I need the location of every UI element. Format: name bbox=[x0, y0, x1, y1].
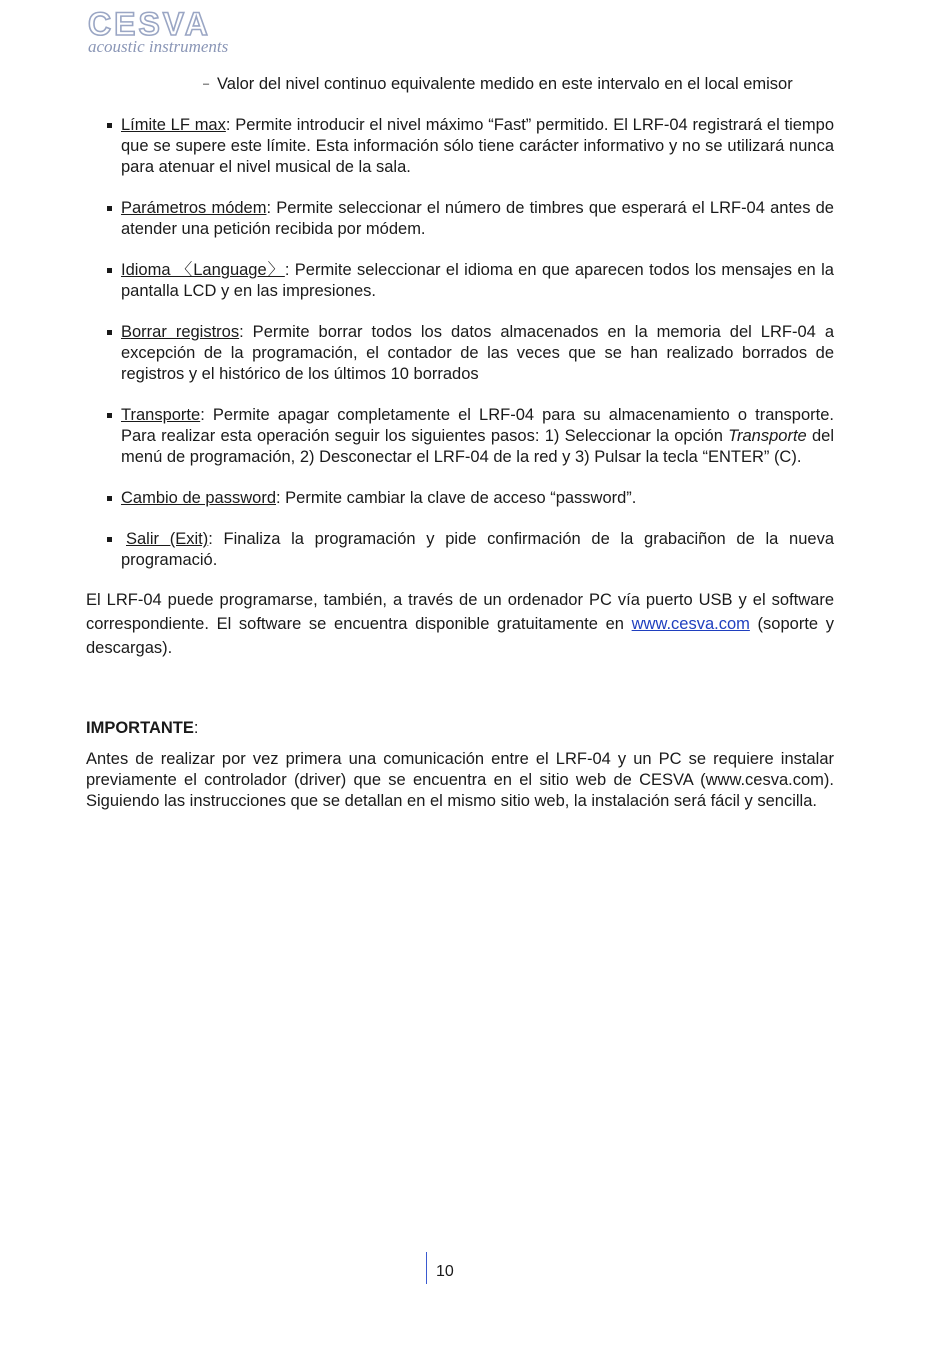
usb-programming-paragraph bbox=[86, 588, 834, 660]
list-item-term: Transporte bbox=[121, 406, 201, 424]
list-item-borrar-registros bbox=[121, 322, 834, 385]
list-item-parametros-modem bbox=[121, 198, 834, 240]
list-item-text: : Permite apagar completamente el LRF-04 para su almacenamiento o transporte. Para realizar esta operación seguir los siguientes pasos: 1) Seleccionar la opción bbox=[121, 406, 834, 445]
page-number: 10 bbox=[426, 1252, 454, 1284]
list-item-salir bbox=[121, 529, 834, 571]
paragraph-text: El LRF-04 puede programarse, también, a través de un ordenador PC vía puerto USB y el software correspondiente. El software se encuentra disponible gratuitamente en bbox=[86, 591, 834, 633]
square-bullet-icon bbox=[107, 330, 112, 335]
list-item-text: : Permite borrar todos los datos almacenados en la memoria del LRF-04 a excepción de la programación, el contador de las veces que se han realizado borrados de registros y el histórico de los últimos 10 borrados bbox=[121, 323, 834, 383]
square-bullet-icon bbox=[107, 123, 112, 128]
square-bullet-icon bbox=[107, 537, 112, 542]
page-body bbox=[86, 74, 834, 812]
list-item-transporte bbox=[121, 405, 834, 468]
list-item-term: Límite LF max bbox=[121, 116, 226, 134]
square-bullet-icon bbox=[107, 496, 112, 501]
list-item-text: : Permite cambiar la clave de acceso “password”. bbox=[276, 489, 637, 507]
square-bullet-icon bbox=[107, 413, 112, 418]
list-item-term: Idioma 〈Language〉 bbox=[121, 261, 285, 279]
logo-wordmark: CESVA bbox=[88, 6, 211, 42]
list-item-text: : Permite seleccionar el número de timbres que esperará el LRF-04 antes de atender una petición recibida por módem. bbox=[121, 199, 834, 238]
paragraph-text-end: (soporte y descargas). bbox=[86, 615, 834, 657]
list-item-text: : Permite seleccionar el idioma en que aparecen todos los mensajes en la pantalla LCD y en las impresiones. bbox=[121, 261, 834, 300]
sub-list-item bbox=[203, 74, 834, 95]
list-item-limite-lf-max bbox=[121, 115, 834, 178]
sub-list-item-text: Valor del nivel continuo equivalente medido en este intervalo en el local emisor bbox=[217, 75, 793, 93]
list-item-term: Borrar registros bbox=[121, 323, 240, 341]
list-item-italic-term: Transporte bbox=[728, 427, 807, 445]
list-item-idioma bbox=[121, 260, 834, 302]
square-bullet-icon bbox=[107, 206, 112, 211]
dash-bullet-icon: – bbox=[203, 78, 210, 90]
important-paragraph: Antes de realizar por vez primera una comunicación entre el LRF-04 y un PC se requiere instalar previamente el controlador (driver) que se encuentra en el sitio web de CESVA (www.cesva.com). Siguiendo las instrucciones que se detallan en el mismo sitio web, la instalación será fácil y sencilla. bbox=[86, 750, 834, 810]
list-item-term: Salir (Exit) bbox=[126, 530, 209, 548]
important-title: IMPORTANTE bbox=[86, 719, 194, 737]
important-colon: : bbox=[193, 719, 199, 737]
list-item-term: Parámetros módem bbox=[121, 199, 267, 217]
logo-tagline: acoustic instruments bbox=[88, 37, 229, 56]
list-item-text: : Permite introducir el nivel máximo “Fast” permitido. El LRF-04 registrará el tiempo que se supere este límite. Esta información sólo tiene carácter informativo y no se utilizará nunca para atenuar el nivel musical de la sala. bbox=[121, 116, 835, 176]
list-item-term: Cambio de password bbox=[121, 489, 276, 507]
list-item-text-continued: del menú de programación, 2) Desconectar el LRF-04 de la red y 3) Pulsar la tecla “ENTER” (C). bbox=[121, 427, 834, 466]
cesva-logo bbox=[88, 8, 268, 56]
square-bullet-icon bbox=[107, 268, 112, 273]
important-heading bbox=[86, 718, 834, 739]
cesva-website-link[interactable]: www.cesva.com bbox=[631, 615, 750, 633]
list-item-cambio-password bbox=[121, 488, 834, 509]
list-item-text: : Finaliza la programación y pide confirmación de la grabaciñon de la nueva programació. bbox=[121, 530, 835, 569]
